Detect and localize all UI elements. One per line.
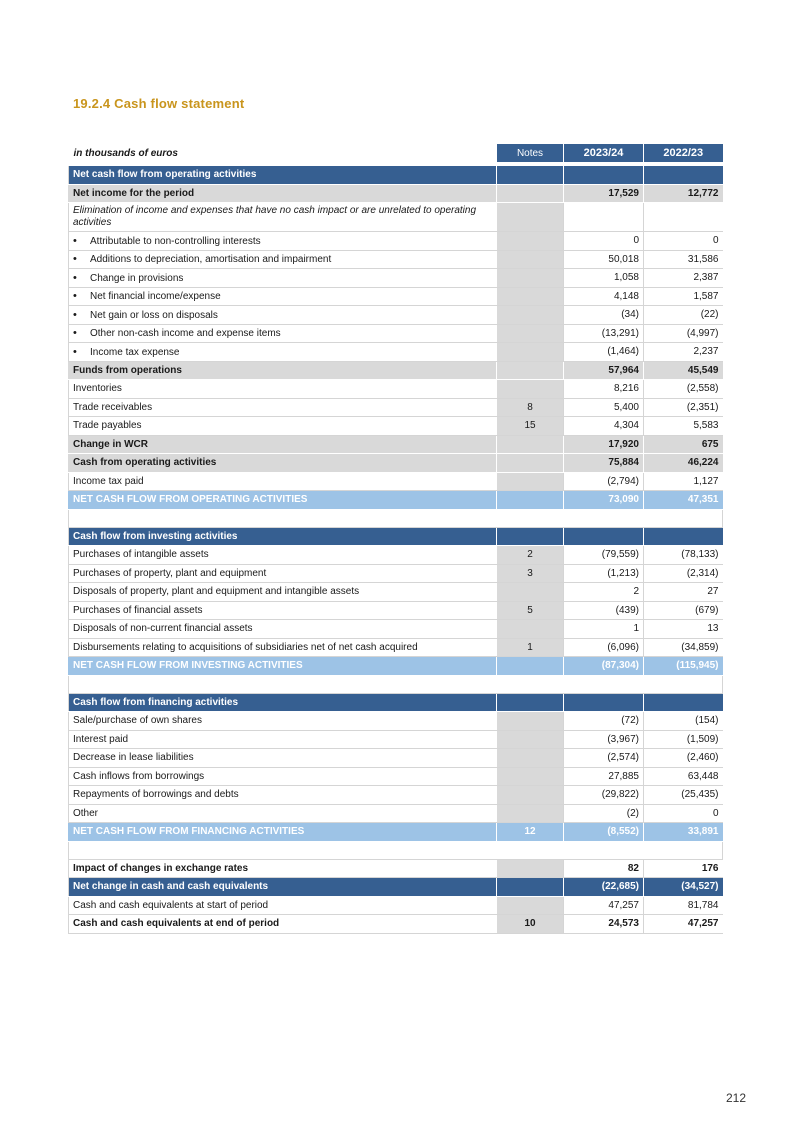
row-notes: 12 — [497, 823, 564, 842]
value-2022-23: 33,891 — [644, 823, 723, 842]
value-2023-24: (6,096) — [564, 638, 644, 657]
spacer-row — [69, 509, 723, 527]
net-financing-row — [69, 823, 723, 842]
value-2022-23: 27 — [644, 583, 723, 602]
bullet-icon: • — [73, 327, 77, 340]
table-row — [69, 417, 723, 436]
row-label: NET CASH FLOW FROM OPERATING ACTIVITIES — [69, 491, 497, 510]
spacer-row — [69, 675, 723, 693]
row-label — [69, 232, 497, 251]
bullet-icon: • — [73, 308, 77, 321]
bullet-icon: • — [73, 290, 77, 303]
row-label — [69, 324, 497, 343]
value-2023-24: (13,291) — [564, 324, 644, 343]
row-label-text: Attributable to non-controlling interests — [90, 235, 261, 247]
value-2022-23: 2,237 — [644, 343, 723, 362]
section-investing-title: Cash flow from investing activities — [69, 527, 497, 546]
table-row — [69, 546, 723, 565]
value-2023-24: 17,529 — [564, 184, 644, 203]
value-2022-23: 675 — [644, 435, 723, 454]
row-label: Sale/purchase of own shares — [69, 712, 497, 731]
value-2022-23: 45,549 — [644, 361, 723, 380]
value-2022-23: (4,997) — [644, 324, 723, 343]
row-label — [69, 306, 497, 325]
value-2022-23: 31,586 — [644, 250, 723, 269]
row-notes: 3 — [497, 564, 564, 583]
value-2023-24: (3,967) — [564, 730, 644, 749]
bullet-icon: • — [73, 271, 77, 284]
value-2022-23: (679) — [644, 601, 723, 620]
table-row — [69, 287, 723, 306]
value-2023-24: 50,018 — [564, 250, 644, 269]
row-label — [69, 343, 497, 362]
value-2022-23: (78,133) — [644, 546, 723, 565]
value-2022-23: 46,224 — [644, 454, 723, 473]
table-row — [69, 343, 723, 362]
row-label: Decrease in lease liabilities — [69, 749, 497, 768]
table-row — [69, 398, 723, 417]
row-label-text: Change in provisions — [90, 272, 184, 284]
row-label: Other — [69, 804, 497, 823]
row-label-text: Income tax expense — [90, 346, 180, 358]
value-2022-23: 5,583 — [644, 417, 723, 436]
row-notes: 15 — [497, 417, 564, 436]
bullet-icon: • — [73, 253, 77, 266]
value-2022-23: (115,945) — [644, 657, 723, 676]
section-operating — [69, 166, 723, 184]
value-2022-23: (154) — [644, 712, 723, 731]
row-notes: 2 — [497, 546, 564, 565]
table-row — [69, 601, 723, 620]
value-2023-24: 17,920 — [564, 435, 644, 454]
value-2023-24: (87,304) — [564, 657, 644, 676]
table-row — [69, 730, 723, 749]
value-2022-23: (1,509) — [644, 730, 723, 749]
value-2022-23: 1,587 — [644, 287, 723, 306]
table-row — [69, 435, 723, 454]
value-2023-24: (79,559) — [564, 546, 644, 565]
table-row — [69, 472, 723, 491]
row-label: Net income for the period — [69, 184, 497, 203]
row-label: Purchases of intangible assets — [69, 546, 497, 565]
table-row — [69, 564, 723, 583]
section-financing — [69, 693, 723, 712]
value-2022-23: (34,859) — [644, 638, 723, 657]
row-notes: 10 — [497, 915, 564, 934]
table-row — [69, 620, 723, 639]
row-notes — [497, 620, 564, 639]
table-row — [69, 361, 723, 380]
header-2022-23: 2022/23 — [644, 144, 723, 162]
row-label-text: Net financial income/expense — [90, 291, 221, 303]
table-row — [69, 896, 723, 915]
table-row — [69, 767, 723, 786]
row-label: Cash from operating activities — [69, 454, 497, 473]
table-header — [69, 144, 723, 162]
row-label: NET CASH FLOW FROM INVESTING ACTIVITIES — [69, 657, 497, 676]
row-label: Repayments of borrowings and debts — [69, 786, 497, 805]
value-2023-24: (34) — [564, 306, 644, 325]
table-row — [69, 749, 723, 768]
value-2023-24: 4,304 — [564, 417, 644, 436]
value-2022-23: 2,387 — [644, 269, 723, 288]
value-2023-24: 24,573 — [564, 915, 644, 934]
value-2023-24: (1,464) — [564, 343, 644, 362]
table-row — [69, 915, 723, 934]
row-label: Net change in cash and cash equivalents — [69, 878, 497, 897]
row-notes: 5 — [497, 601, 564, 620]
header-2023-24: 2023/24 — [564, 144, 644, 162]
table-row — [69, 203, 723, 232]
spacer-row — [69, 841, 723, 859]
table-row — [69, 380, 723, 399]
row-label: Change in WCR — [69, 435, 497, 454]
value-2022-23: (34,527) — [644, 878, 723, 897]
table-row — [69, 269, 723, 288]
row-label-text: Additions to depreciation, amortisation and impairment — [90, 254, 332, 266]
value-2022-23: (25,435) — [644, 786, 723, 805]
value-2023-24: 1 — [564, 620, 644, 639]
value-2023-24: (8,552) — [564, 823, 644, 842]
value-2022-23: 1,127 — [644, 472, 723, 491]
value-2023-24: 0 — [564, 232, 644, 251]
bullet-icon: • — [73, 234, 77, 247]
value-2022-23: 63,448 — [644, 767, 723, 786]
row-label: Cash and cash equivalents at start of period — [69, 896, 497, 915]
table-row — [69, 250, 723, 269]
row-label: Income tax paid — [69, 472, 497, 491]
value-2022-23: (2,314) — [644, 564, 723, 583]
row-notes: 1 — [497, 638, 564, 657]
value-2023-24: (2,794) — [564, 472, 644, 491]
value-2022-23: 176 — [644, 859, 723, 878]
value-2022-23: 81,784 — [644, 896, 723, 915]
value-2022-23: 13 — [644, 620, 723, 639]
value-2023-24: 73,090 — [564, 491, 644, 510]
section-operating-title: Net cash flow from operating activities — [69, 166, 497, 184]
row-label — [69, 287, 497, 306]
net-change-row — [69, 878, 723, 897]
value-2022-23: (2,558) — [644, 380, 723, 399]
value-2023-24: (29,822) — [564, 786, 644, 805]
value-2022-23: 47,257 — [644, 915, 723, 934]
cash-flow-table — [68, 144, 723, 934]
value-2022-23: 0 — [644, 804, 723, 823]
value-2023-24: 2 — [564, 583, 644, 602]
table-row — [69, 232, 723, 251]
table-row — [69, 859, 723, 878]
row-label-text: Other non-cash income and expense items — [90, 328, 281, 340]
row-label: Purchases of financial assets — [69, 601, 497, 620]
row-label: Trade payables — [69, 417, 497, 436]
section-investing — [69, 527, 723, 546]
net-operating-row — [69, 491, 723, 510]
net-investing-row — [69, 657, 723, 676]
value-2022-23: 47,351 — [644, 491, 723, 510]
value-2023-24: (22,685) — [564, 878, 644, 897]
unit-label: in thousands of euros — [73, 147, 178, 159]
row-label-text: Net gain or loss on disposals — [90, 309, 218, 321]
value-2023-24: 57,964 — [564, 361, 644, 380]
table-row — [69, 786, 723, 805]
value-2023-24: 47,257 — [564, 896, 644, 915]
header-notes: Notes — [497, 144, 564, 162]
row-label: Trade receivables — [69, 398, 497, 417]
row-label: Inventories — [69, 380, 497, 399]
row-label: Disbursements relating to acquisitions of subsidiaries net of net cash acquired — [69, 638, 497, 657]
row-label: Cash inflows from borrowings — [69, 767, 497, 786]
value-2023-24: 1,058 — [564, 269, 644, 288]
value-2022-23: 0 — [644, 232, 723, 251]
value-2022-23: (22) — [644, 306, 723, 325]
value-2022-23: (2,351) — [644, 398, 723, 417]
row-label: Funds from operations — [69, 361, 497, 380]
value-2023-24: 75,884 — [564, 454, 644, 473]
row-label — [69, 250, 497, 269]
value-2023-24: (2) — [564, 804, 644, 823]
row-label: Cash and cash equivalents at end of period — [69, 915, 497, 934]
table-row — [69, 712, 723, 731]
row-notes — [497, 583, 564, 602]
row-label: Impact of changes in exchange rates — [69, 859, 497, 878]
row-label: Purchases of property, plant and equipment — [69, 564, 497, 583]
table-row — [69, 454, 723, 473]
value-2023-24: 8,216 — [564, 380, 644, 399]
row-label: Interest paid — [69, 730, 497, 749]
bullet-icon: • — [73, 345, 77, 358]
value-2023-24: (2,574) — [564, 749, 644, 768]
elimination-label: Elimination of income and expenses that have no cash impact or are unrelated to operating activities — [69, 203, 497, 232]
value-2022-23: 12,772 — [644, 184, 723, 203]
section-title: 19.2.4 Cash flow statement — [73, 96, 245, 111]
table-row — [69, 638, 723, 657]
value-2023-24: (72) — [564, 712, 644, 731]
value-2023-24: 82 — [564, 859, 644, 878]
value-2023-24: 27,885 — [564, 767, 644, 786]
row-label: Disposals of non-current financial assets — [69, 620, 497, 639]
table-row — [69, 804, 723, 823]
value-2023-24: 5,400 — [564, 398, 644, 417]
value-2023-24: 4,148 — [564, 287, 644, 306]
row-label — [69, 269, 497, 288]
value-2022-23: (2,460) — [644, 749, 723, 768]
table-row — [69, 324, 723, 343]
table-row — [69, 184, 723, 203]
row-label: NET CASH FLOW FROM FINANCING ACTIVITIES — [69, 823, 497, 842]
table-row — [69, 306, 723, 325]
page-number: 212 — [725, 1091, 746, 1105]
section-financing-title: Cash flow from financing activities — [69, 693, 497, 712]
row-label: Disposals of property, plant and equipment and intangible assets — [69, 583, 497, 602]
table-row — [69, 583, 723, 602]
value-2023-24: (439) — [564, 601, 644, 620]
value-2023-24: (1,213) — [564, 564, 644, 583]
row-notes: 8 — [497, 398, 564, 417]
